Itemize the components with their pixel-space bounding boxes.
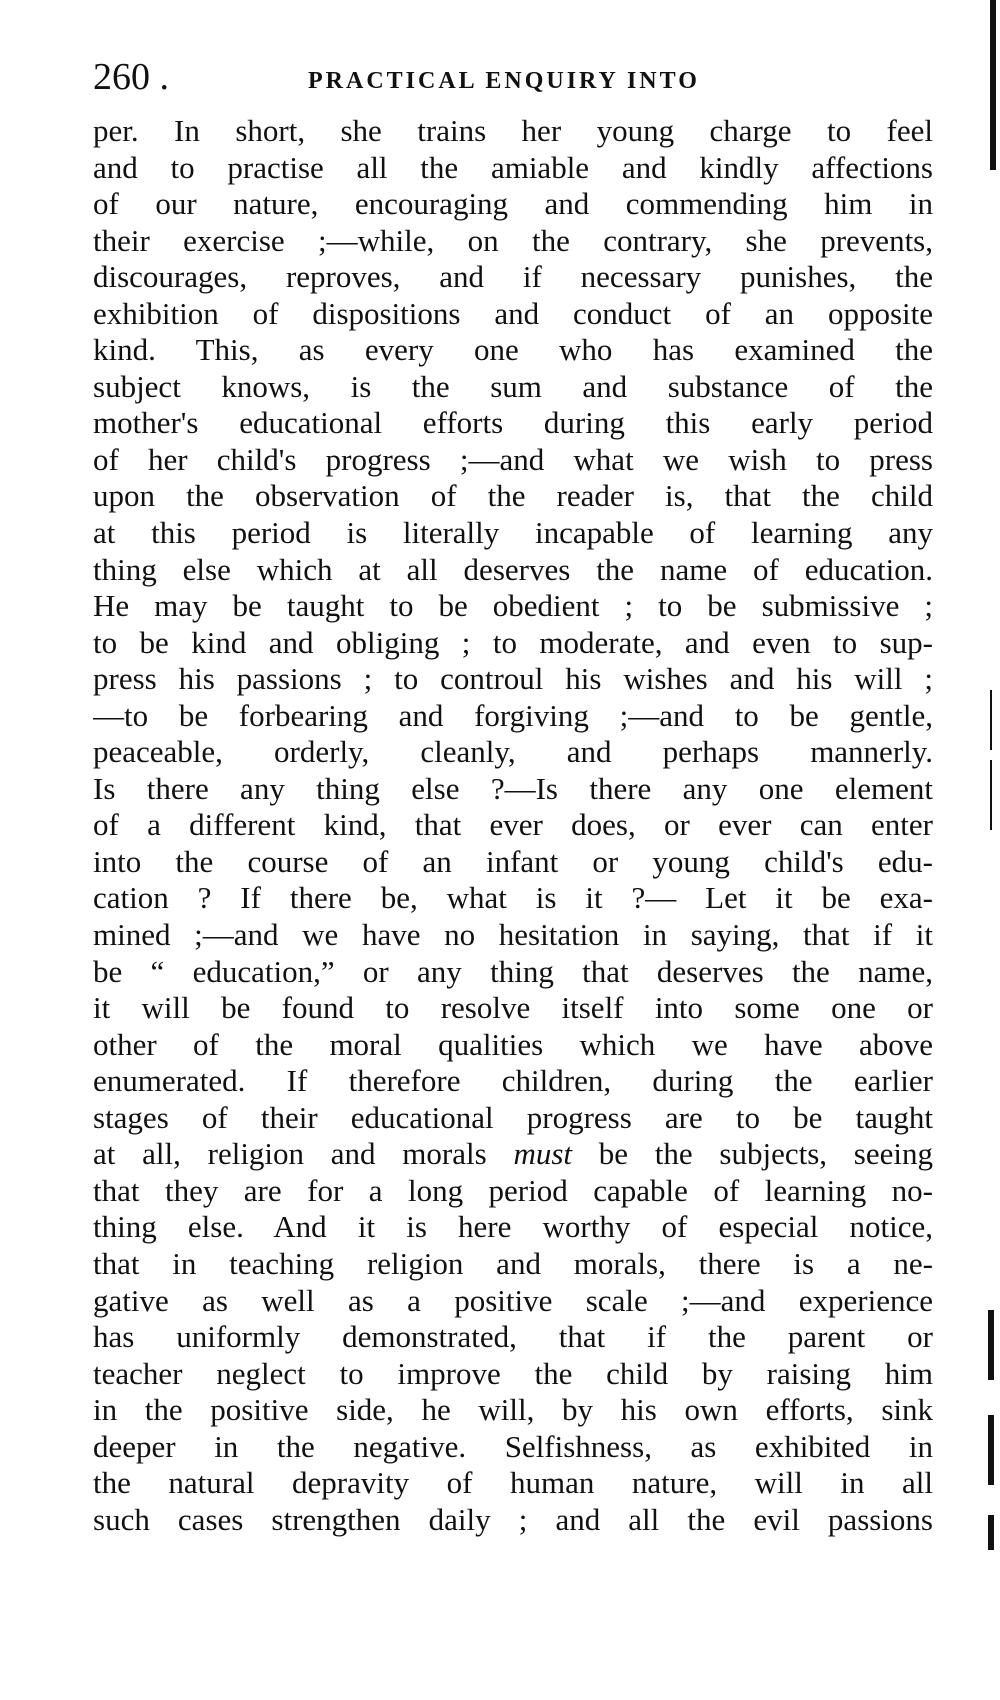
scan-edge-mark-2 bbox=[990, 760, 992, 830]
text-line-32: that in teaching religion and morals, there is a ne- bbox=[93, 1245, 933, 1281]
text-line-24: be “ education,” or any thing that deserves the name, bbox=[93, 953, 933, 989]
text-line-11: upon the observation of the reader is, that the child bbox=[93, 478, 933, 514]
text-line-8: subject knows, is the sum and substance of the bbox=[93, 368, 933, 404]
scan-edge-mark-5 bbox=[988, 1515, 994, 1550]
text-line-35: teacher neglect to improve the child by raising him bbox=[93, 1355, 933, 1391]
text-line-4: their exercise ;—while, on the contrary, she prevents, bbox=[93, 222, 933, 258]
text-line-20: of a different kind, that ever does, or ever can enter bbox=[93, 807, 933, 843]
text-line-16: press his passions ; to controul his wishes and his will ; bbox=[93, 661, 933, 697]
text-line-12: at this period is literally incapable of learning any bbox=[93, 515, 933, 551]
text-line-5: discourages, reproves, and if necessary punishes, the bbox=[93, 259, 933, 295]
text-line-10: of her child's progress ;—and what we wish to press bbox=[93, 441, 933, 477]
text-line-9: mother's educational efforts during this early period bbox=[93, 405, 933, 441]
running-head bbox=[93, 52, 933, 102]
text-line-38: the natural depravity of human nature, will in all bbox=[93, 1465, 933, 1501]
scan-edge-mark-1 bbox=[990, 690, 992, 750]
text-line-22: cation ? If there be, what is it ?— Let it be exa- bbox=[93, 880, 933, 916]
text-line-36: in the positive side, he will, by his own efforts, sink bbox=[93, 1392, 933, 1428]
emphasized-word: must bbox=[513, 1136, 573, 1172]
body-text bbox=[93, 113, 933, 1538]
text-line-39: such cases strengthen daily ; and all the evil passions bbox=[93, 1501, 933, 1537]
text-line-7: kind. This, as every one who has examined the bbox=[93, 332, 933, 368]
text-line-30: that they are for a long period capable of learning no- bbox=[93, 1172, 933, 1208]
text-line-1: per. In short, she trains her young charge to feel bbox=[93, 113, 933, 148]
text-line-21: into the course of an infant or young child's edu- bbox=[93, 843, 933, 879]
running-title: PRACTICAL ENQUIRY INTO bbox=[308, 68, 700, 94]
text-line-33: gative as well as a positive scale ;—and experience bbox=[93, 1282, 933, 1318]
text-line-23: mined ;—and we have no hesitation in saying, that if it bbox=[93, 917, 933, 953]
scan-edge-top bbox=[990, 0, 996, 170]
text-line-18: peaceable, orderly, cleanly, and perhaps mannerly. bbox=[93, 734, 933, 770]
scan-edge-mark-3 bbox=[988, 1310, 994, 1380]
text-line-29-after: be the subjects, seeing bbox=[572, 1136, 933, 1172]
text-line-3: of our nature, encouraging and commending him in bbox=[93, 186, 933, 222]
text-line-31: thing else. And it is here worthy of especial notice, bbox=[93, 1209, 933, 1245]
text-line-25: it will be found to resolve itself into some one or bbox=[93, 990, 933, 1026]
page-number: 260 . bbox=[93, 56, 169, 98]
text-line-13: thing else which at all deserves the name of education. bbox=[93, 551, 933, 587]
text-line-6: exhibition of dispositions and conduct of an opposite bbox=[93, 295, 933, 331]
text-line-28: stages of their educational progress are to be taught bbox=[93, 1099, 933, 1135]
text-line-29-before: at all, religion and morals bbox=[93, 1136, 514, 1172]
text-line-27: enumerated. If therefore children, during the earlier bbox=[93, 1063, 933, 1099]
scan-edge-mark-4 bbox=[988, 1415, 994, 1485]
text-line-37: deeper in the negative. Selfishness, as exhibited in bbox=[93, 1428, 933, 1464]
text-line-14: He may be taught to be obedient ; to be submissive ; bbox=[93, 588, 933, 624]
text-line-15: to be kind and obliging ; to moderate, and even to sup- bbox=[93, 624, 933, 660]
text-line-26: other of the moral qualities which we have above bbox=[93, 1026, 933, 1062]
text-line-34: has uniformly demonstrated, that if the parent or bbox=[93, 1319, 933, 1355]
text-line-2: and to practise all the amiable and kindly affections bbox=[93, 149, 933, 185]
text-line-19: Is there any thing else ?—Is there any one element bbox=[93, 770, 933, 806]
text-line-29 bbox=[93, 1136, 933, 1173]
text-line-17: —to be forbearing and forgiving ;—and to be gentle, bbox=[93, 697, 933, 733]
